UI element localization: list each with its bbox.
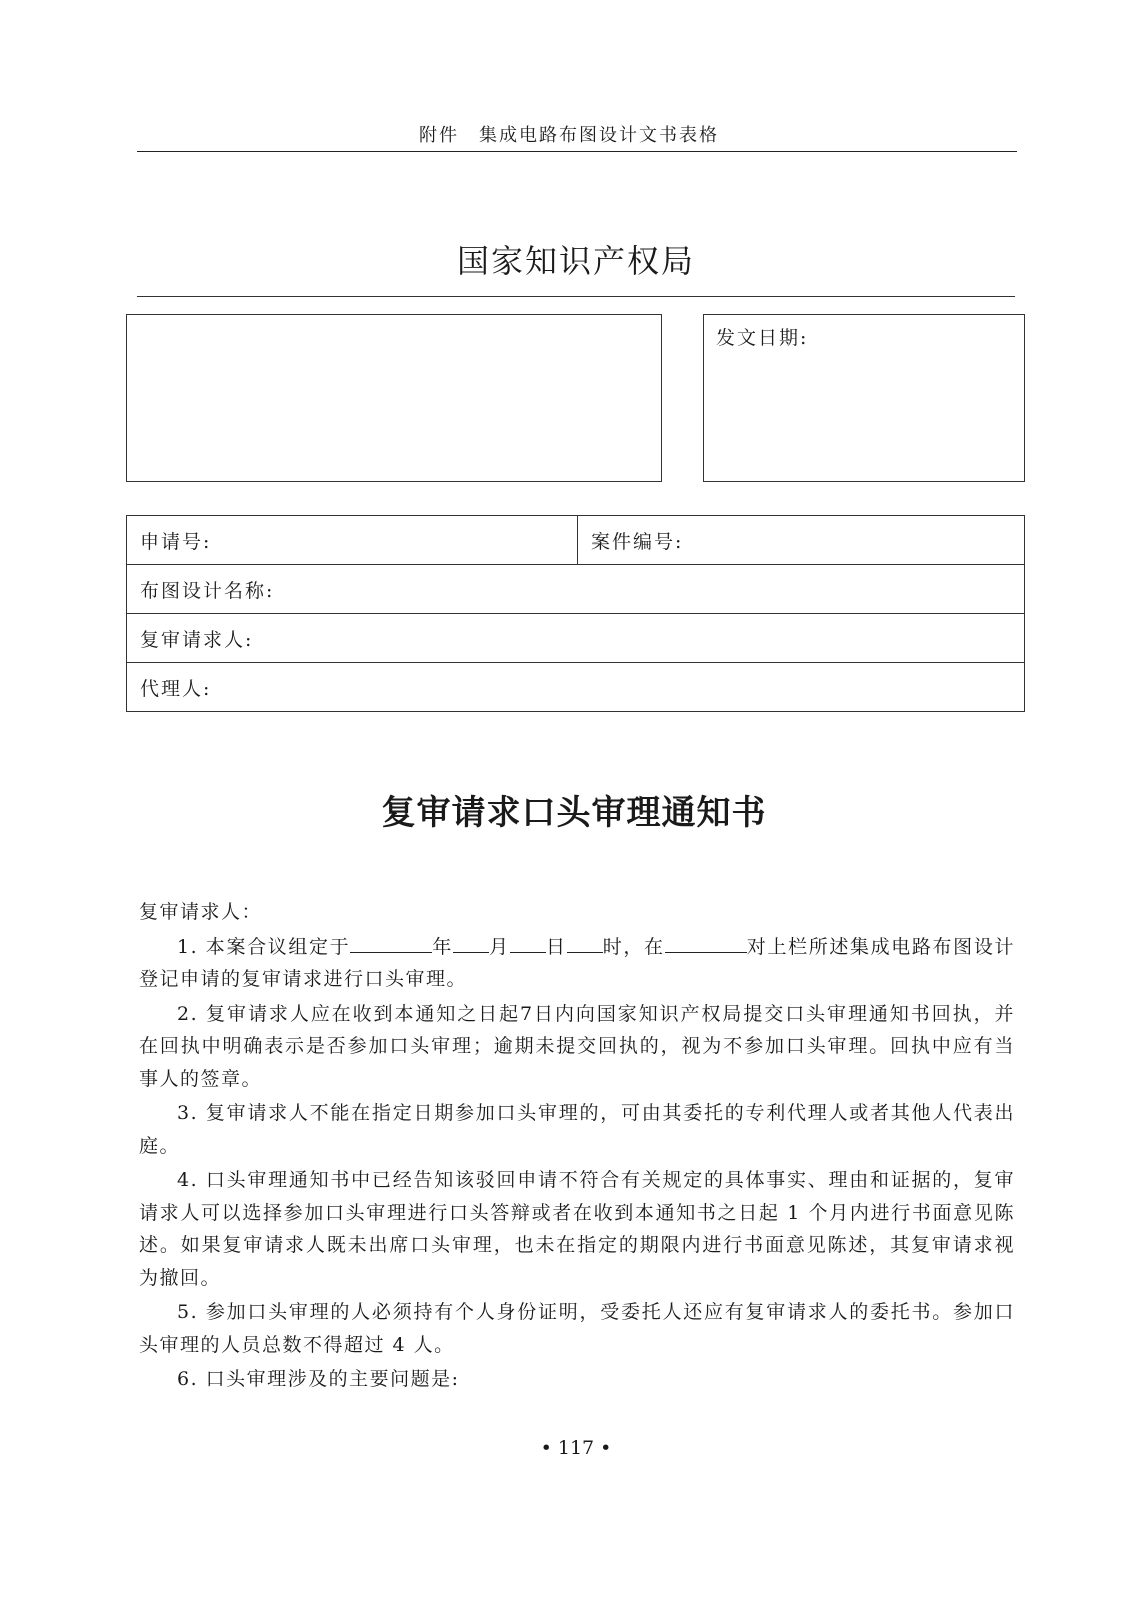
page-number: • 117 • [540, 1437, 612, 1459]
requester-label: 复审请求人: [140, 628, 254, 651]
case-info-table [126, 515, 1025, 712]
agency-title: 国家知识产权局 [456, 242, 695, 280]
item-1-part: 对上栏所述集成电路布图设计登记申请的复审请求进行口头审理。 [139, 935, 1015, 990]
item-6: 6. 口头审理涉及的主要问题是: [177, 1368, 460, 1390]
recipient-address-box [126, 314, 662, 482]
item-5: 5. 参加口头审理的人必须持有个人身份证明，受委托人还应有复审请求人的委托书。参加口头审理的人员总数不得超过 4 人。 [139, 1301, 1015, 1356]
table-row [127, 565, 1024, 614]
design-name-label: 布图设计名称: [140, 579, 275, 602]
issue-date-box [703, 314, 1025, 482]
item-1-part: 年 [432, 935, 454, 958]
table-row [127, 663, 1024, 711]
application-no-cell [127, 516, 578, 564]
case-no-label: 案件编号: [591, 530, 684, 553]
date-blank-field[interactable] [350, 932, 432, 953]
item-3: 3. 复审请求人不能在指定日期参加口头审理的，可由其委托的专利代理人或者其他人代表出庭。 [139, 1102, 1015, 1157]
case-no-cell [578, 516, 683, 564]
agent-cell [127, 663, 211, 711]
table-row [127, 516, 1024, 565]
running-header: 附件 集成电路布图设计文书表格 [419, 125, 719, 146]
item-1 [139, 931, 1015, 996]
item-1-part: 时，在 [602, 935, 665, 958]
location-blank-field[interactable] [665, 932, 747, 953]
hour-blank-field[interactable] [567, 932, 603, 953]
item-2: 2. 复审请求人应在收到本通知之日起7日内向国家知识产权局提交口头审理通知书回执，并在回执中明确表示是否参加口头审理；逾期未提交回执的，视为不参加口头审理。回执中应有当事人的签章。 [139, 1002, 1015, 1090]
item-4: 4. 口头审理通知书中已经告知该驳回申请不符合有关规定的具体事实、理由和证据的，复审请求人可以选择参加口头审理进行口头答辩或者在收到本通知书之日起 1 个月内进行书面意见陈述。如果复审请求人既未出席口头审理，也未在指定的期限内进行书面意见陈述，其复审请求视为撤回。 [139, 1169, 1015, 1289]
day-blank-field[interactable] [510, 932, 546, 953]
agent-label: 代理人: [140, 677, 212, 700]
table-row [127, 614, 1024, 663]
requester-cell [127, 614, 253, 662]
design-name-cell [127, 565, 274, 613]
issue-date-label: 发文日期: [716, 327, 809, 349]
item-1-part: 月 [489, 935, 510, 958]
salutation: 复审请求人： [139, 901, 263, 923]
header-rule [137, 151, 1017, 152]
document-title: 复审请求口头审理通知书 [381, 793, 767, 833]
application-no-label: 申请号: [140, 530, 212, 553]
document-body [139, 896, 1015, 1398]
agency-rule [137, 296, 1015, 297]
item-1-part: 1. 本案合议组定于 [177, 935, 351, 958]
month-blank-field[interactable] [453, 932, 489, 953]
item-1-part: 日 [545, 935, 567, 958]
